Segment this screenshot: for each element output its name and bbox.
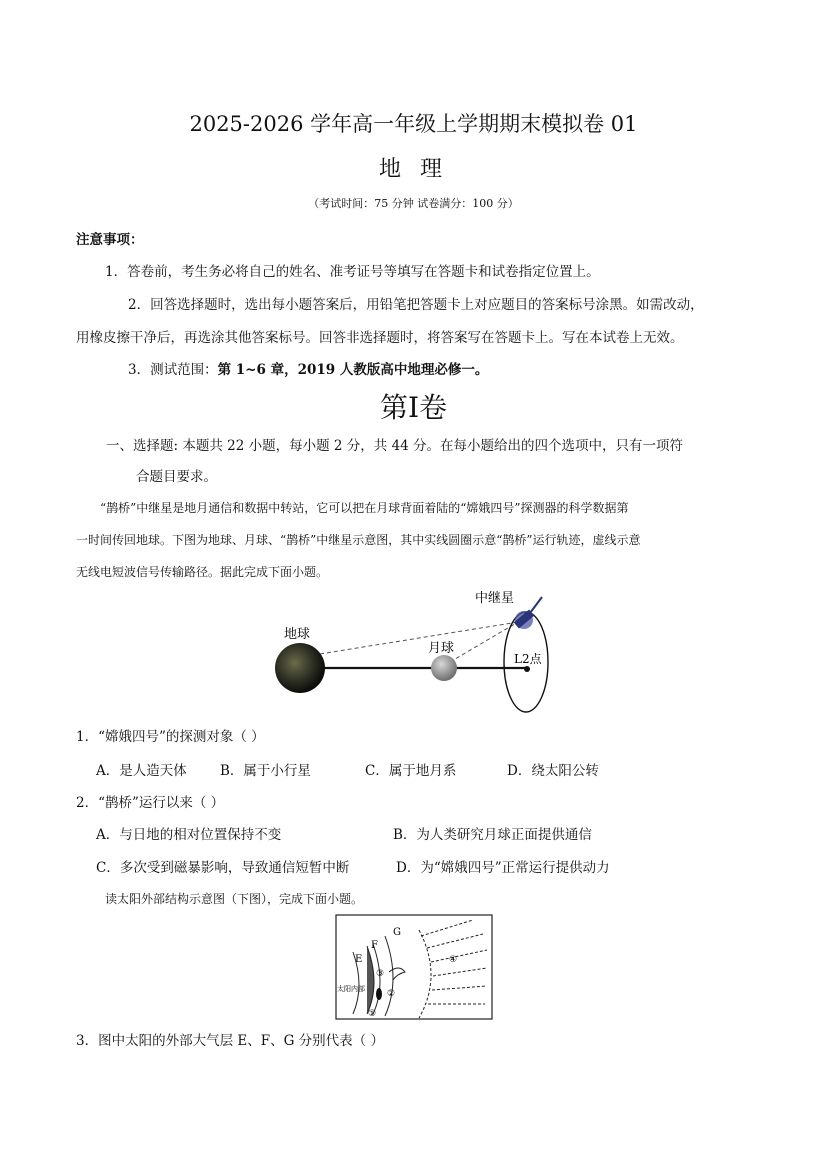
section-heading-line-1: 一、选择题: 本题共 22 小题，每小题 2 分，共 44 分。在每小题给出的四个选项中，只有一项符 (106, 438, 684, 454)
q1-option-c[interactable]: C．属于地月系 (365, 763, 457, 779)
label-e: E (355, 954, 363, 965)
passage1-line-1: “鹊桥”中继星是地月通信和数据中转站，它可以把在月球背面着陆的“嫦娥四号”探测器的科学数据第 (100, 501, 629, 515)
notice-heading: 注意事项： (76, 232, 144, 248)
l2-point-marker (524, 666, 530, 672)
q2-option-a[interactable]: A．与日地的相对位置保持不变 (96, 827, 282, 843)
earth-icon (275, 643, 325, 693)
q3-stem: 3．图中太阳的外部大气层 E、F、G 分别代表（ ） (76, 1033, 384, 1049)
passage1-line-3: 无线电短波信号传输路径。据此完成下面小题。 (76, 565, 329, 579)
notice-item-3 (128, 358, 488, 378)
earth-moon-relay-figure (268, 585, 558, 715)
notice-item-3-scope: 第 1~6 章，2019 人教版高中地理必修一。 (217, 362, 489, 378)
label-f: F (371, 940, 378, 951)
label-n3: ③ (376, 969, 385, 979)
moon-relay-signal-path (450, 622, 518, 662)
sun-structure-figure (335, 914, 493, 1020)
q1-option-d[interactable]: D．绕太阳公转 (507, 763, 599, 779)
relay-satellite-label: 中继星 (475, 591, 515, 606)
q2-option-c[interactable]: C．多次受到磁暴影响，导致通信短暂中断 (96, 860, 350, 876)
label-sun-interior: 太阳内部 (337, 985, 365, 993)
q2-option-b[interactable]: B．为人类研究月球正面提供通信 (393, 827, 592, 843)
paper-title: 2025-2026 学年高一年级上学期期末模拟卷 01 (189, 112, 638, 136)
notice-item-2-line-1: 2．回答选择题时，选出每小题答案后，用铅笔把答题卡上对应题目的答案标号涂黑。如需改动， (128, 297, 704, 313)
earth-relay-signal-path (320, 622, 518, 654)
section-heading-line-2: 合题目要求。 (136, 469, 217, 485)
q2-stem: 2．“鹊桥”运行以来（ ） (76, 795, 225, 811)
relay-satellite-icon (514, 597, 542, 629)
notice-item-2-line-2: 用橡皮擦干净后，再选涂其他答案标号。回答非选择题时，将答案写在答题卡上。写在本试卷上无效。 (76, 330, 684, 346)
passage2: 读太阳外部结构示意图（下图），完成下面小题。 (105, 892, 364, 906)
subject-title: 地 理 (379, 157, 448, 182)
q2-option-d[interactable]: D．为“嫦娥四号”正常运行提供动力 (396, 860, 610, 876)
sunspot-marker (376, 988, 382, 1000)
label-n1: ① (368, 1009, 377, 1019)
q1-option-a[interactable]: A．是人造天体 (96, 763, 187, 779)
label-n4: ④ (449, 955, 458, 965)
passage1-line-2: 一时间传回地球。下图为地球、月球、“鹊桥”中继星示意图，其中实线圆圈示意“鹊桥”运行轨迹，虚线示意 (76, 533, 641, 547)
label-g: G (393, 927, 401, 938)
section-juan-title: 第I卷 (379, 391, 448, 424)
notice-item-1: 1．答卷前，考生务必将自己的姓名、准考证号等填写在答题卡和试卷指定位置上。 (105, 264, 600, 280)
label-n2: ② (387, 989, 396, 999)
earth-label: 地球 (284, 627, 311, 642)
exam-meta: （考试时间：75 分钟 试卷满分：100 分） (308, 197, 519, 210)
notice-item-3-prefix: 3．测试范围： (128, 362, 218, 378)
moon-icon (431, 655, 457, 681)
l2-point-label: L2点 (514, 652, 542, 666)
q1-option-b[interactable]: B．属于小行星 (220, 763, 311, 779)
moon-label: 月球 (428, 641, 455, 656)
q1-stem: 1．“嫦娥四号”的探测对象（ ） (76, 729, 265, 745)
